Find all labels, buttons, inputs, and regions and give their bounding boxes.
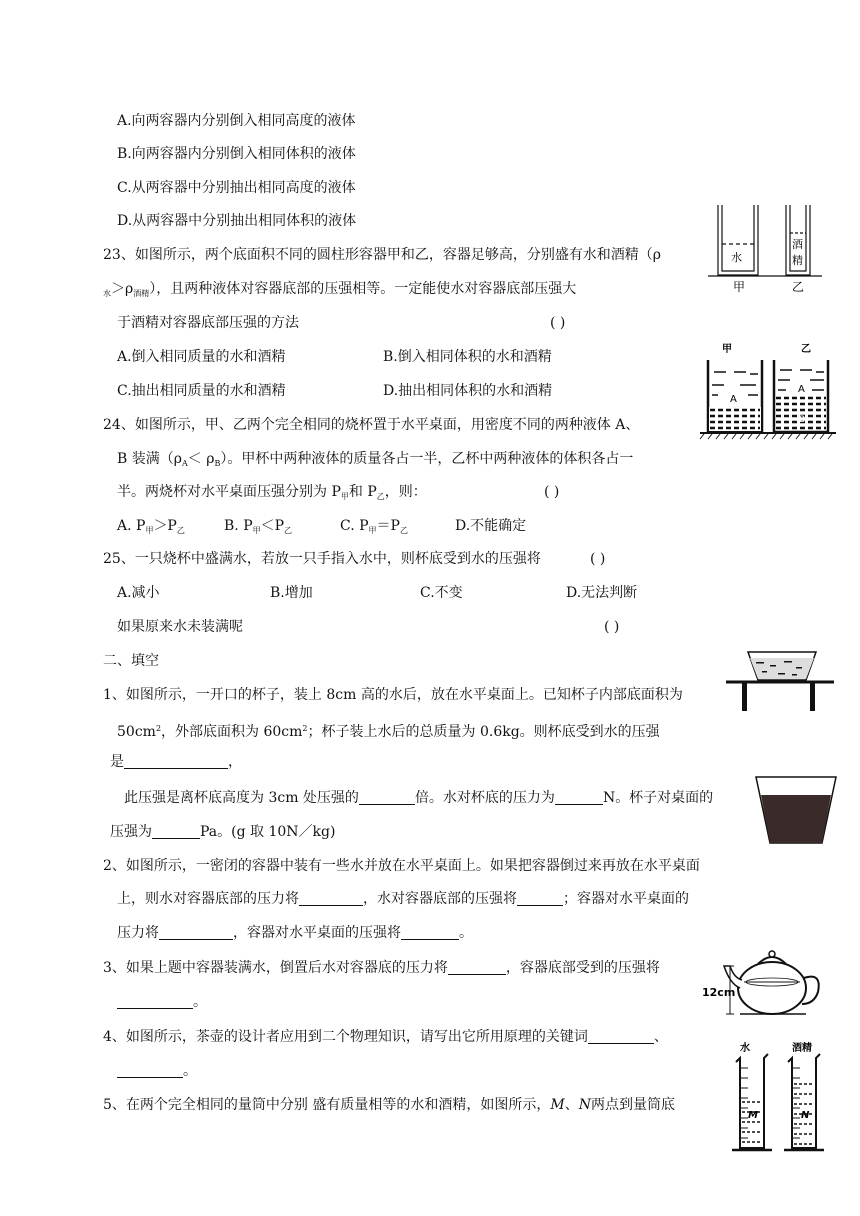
q23-figure-yi-label: 乙 [792,280,805,294]
q24-stem-line2: B 装满$(\rho_A< \rho_B)$。甲杯中两种液体的质量各占一半，乙杯中两种液体的体积各占一 [117,451,634,468]
section-heading-fill-in: 二、填空 [103,653,159,669]
q22-option-b: B.向两容器内分别倒入相同体积的液体 [117,146,356,162]
f5-figure-water-label: 水 [740,1043,750,1054]
q24-figure-yi-label: 乙 [801,344,811,355]
f1-blank-force[interactable] [555,790,603,805]
f3-blank-pressure[interactable] [117,994,193,1009]
q24-stem-line1: 24、如图所示，甲、乙两个完全相同的烧杯置于水平桌面，用密度不同的两种液体 A、 [103,417,640,433]
q24-figure-b-right: B [799,415,806,425]
f1-line3: 是 ， [110,754,242,770]
q25-option-d: D.无法判断 [566,585,638,601]
f3-blank-force[interactable] [448,960,506,975]
q23-option-c: C.抽出相同质量的水和酒精 [117,383,286,399]
q23-figure [700,200,830,295]
q23-option-b: B.倒入相同体积的水和酒精 [383,349,552,365]
q23-stem-line1: 23、如图所示，两个底面积不同的圆柱形容器甲和乙，容器足够高，分别盛有水和酒精（ρ [103,247,662,263]
f4-line1: 4、如图所示，茶壶的设计者应用到二个物理知识，请写出它所用原理的关键词 、 [103,1029,668,1045]
q24-stem-line3: 半。两烧杯对水平桌面压强分别为 $P_甲$和 $P_乙$，则： [117,484,427,501]
f3-figure-teapot [700,944,830,1024]
f1-figure-cup [726,646,836,716]
q23-figure-alcohol-label-2: 精 [792,254,803,267]
f1-blank-pressure[interactable] [124,754,228,769]
f5-line1: 5、在两个完全相同的量筒中分别 盛有质量相等的水和酒精，如图所示，M、N两点到量筒底 [103,1097,675,1113]
f1-line4: 此压强是离杯底高度为 3cm 处压强的 倍。水对杯底的压力为 N。杯子对桌面的 [124,790,714,806]
q23-option-d: D.抽出相同体积的水和酒精 [383,383,553,399]
q23-figure-water-label: 水 [731,251,742,264]
q24-option-a: A. $P_甲>P_乙$ [117,518,185,535]
f1-line5: 压强为 Pa。(g 取 10N／kg) [110,824,336,840]
f4-line2: 。 [117,1062,197,1080]
q24-figure [700,340,840,440]
f2-blank-pressure[interactable] [517,891,563,906]
q23-option-a: A.倒入相同质量的水和酒精 [117,349,286,365]
q23-stem-line3: 于酒精对容器底部压强的方法 [117,315,299,331]
q25-followup-paren: ( ) [604,619,620,635]
q25-option-b: B.增加 [270,585,313,601]
q23-answer-paren: ( ) [550,315,566,331]
f4-blank-keyword-2[interactable] [117,1063,183,1078]
f3-line2: 。 [117,993,207,1011]
f3-line1: 3、如果上题中容器装满水，倒置后水对容器底的压力将 ，容器底部受到的压强将 [103,960,660,976]
q25-stem: 25、一只烧杯中盛满水，若放一只手指入水中，则杯底受到水的压强将 [103,551,541,567]
f5-figure-point-m: M [748,1110,758,1121]
f2-figure-container [752,773,842,849]
f5-figure-cylinders [726,1040,846,1156]
f1-line2: $50cm^2$，外部底面积为 $60cm^2$；杯子装上水后的总质量为 0.6kg。则杯底受到水的压强 [117,724,660,740]
q22-option-c: C.从两容器中分别抽出相同高度的液体 [117,180,356,196]
f1-blank-table-pressure[interactable] [152,824,200,839]
f5-figure-point-n: N [801,1110,810,1121]
q24-option-c: C. $P_甲=P_乙$ [340,518,408,535]
f2-blank-table-force[interactable] [159,925,233,940]
q23-figure-alcohol-label-1: 酒 [792,238,803,251]
q22-option-a: A.向两容器内分别倒入相同高度的液体 [117,113,356,129]
f4-blank-keyword-1[interactable] [588,1029,654,1044]
f3-figure-height-label: 12cm [702,986,736,999]
q25-followup: 如果原来水未装满呢 [117,619,243,635]
f2-line1: 2、如图所示，一密闭的容器中装有一些水并放在水平桌面上。如果把容器倒过来再放在水平桌面 [103,858,700,874]
q25-option-c: C.不变 [420,585,463,601]
q24-answer-paren: ( ) [544,484,560,500]
f5-figure-alcohol-label: 酒精 [792,1043,812,1054]
q24-figure-a-right: A [798,384,805,395]
f2-line2: 上，则水对容器底部的压力将 ，水对容器底部的压强将 ；容器对水平桌面的 [117,891,689,907]
f1-line1: 1、如图所示，一开口的杯子，装上 8cm 高的水后，放在水平桌面上。已知杯子内部底面积为 [103,687,683,703]
q23-figure-jia-label: 甲 [733,280,746,294]
f2-blank-force[interactable] [299,891,363,906]
q24-option-b: B. $P_甲<P_乙$ [224,518,293,535]
q23-stem-line2: $_水>\rho_{酒精}$），且两种液体对容器底部的压强相等。一定能使水对容器底部压强大 [103,281,577,298]
q24-figure-jia-label: 甲 [722,344,732,355]
q22-option-d: D.从两容器中分别抽出相同体积的液体 [117,213,357,229]
f2-blank-table-pressure[interactable] [401,925,459,940]
f2-line3: 压力将 ，容器对水平桌面的压强将 。 [117,925,473,941]
q24-option-d: D.不能确定 [455,518,527,534]
f1-blank-ratio[interactable] [359,790,415,805]
q25-option-a: A.减小 [117,585,160,601]
q25-answer-paren: ( ) [590,551,606,567]
q24-figure-a-left: A [730,394,737,405]
